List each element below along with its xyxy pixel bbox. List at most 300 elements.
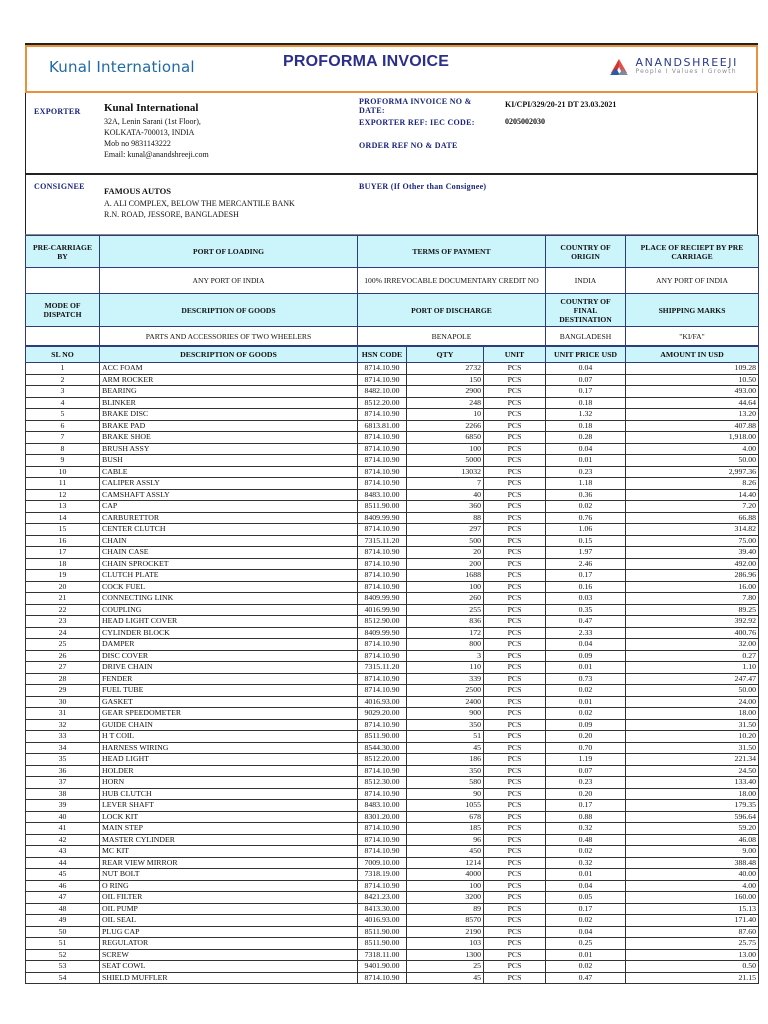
exporter-phone: Mob no 9831143222 (104, 139, 171, 148)
invoice-no-label-line2: DATE: (359, 106, 385, 115)
port-of-loading-label: PORT OF LOADING (100, 236, 358, 268)
cell-hsn-code: 8413.30.00 (358, 903, 407, 915)
cell-qty: 2500 (407, 685, 484, 697)
cell-qty: 1300 (407, 949, 484, 961)
cell-hsn-code: 8512.20.00 (358, 754, 407, 766)
cell-sl-no: 12 (26, 489, 100, 501)
table-row (26, 570, 759, 582)
cell-unit: PCS (484, 650, 546, 662)
cell-amount: 171.40 (626, 915, 759, 927)
cell-amount: 14.40 (626, 489, 759, 501)
cell-hsn-code: 8714.10.90 (358, 846, 407, 858)
cell-unit-price: 0.09 (546, 719, 626, 731)
cell-sl-no: 30 (26, 696, 100, 708)
cell-qty: 89 (407, 903, 484, 915)
cell-unit-price: 0.18 (546, 420, 626, 432)
cell-description: CENTER CLUTCH (100, 524, 358, 536)
cell-amount: 40.00 (626, 869, 759, 881)
cell-unit: PCS (484, 719, 546, 731)
cell-qty: 260 (407, 593, 484, 605)
description-of-goods-label: DESCRIPTION OF GOODS (100, 294, 358, 327)
cell-amount: 10.50 (626, 374, 759, 386)
cell-qty: 500 (407, 535, 484, 547)
cell-amount: 46.08 (626, 834, 759, 846)
cell-unit: PCS (484, 570, 546, 582)
cell-description: PLUG CAP (100, 926, 358, 938)
cell-sl-no: 5 (26, 409, 100, 421)
cell-qty: 2266 (407, 420, 484, 432)
cell-unit: PCS (484, 800, 546, 812)
cell-unit-price: 0.02 (546, 708, 626, 720)
cell-sl-no: 23 (26, 616, 100, 628)
cell-description: BRAKE PAD (100, 420, 358, 432)
cell-unit: PCS (484, 524, 546, 536)
table-row (26, 903, 759, 915)
cell-description: DAMPER (100, 639, 358, 651)
cell-description: REAR VIEW MIRROR (100, 857, 358, 869)
cell-qty: 3 (407, 650, 484, 662)
cell-sl-no: 2 (26, 374, 100, 386)
cell-hsn-code: 8714.10.90 (358, 581, 407, 593)
consignee-address-2: R.N. ROAD, JESSORE, BANGLADESH (104, 210, 239, 219)
cell-qty: 350 (407, 765, 484, 777)
table-row (26, 834, 759, 846)
consignee-name: FAMOUS AUTOS (104, 186, 171, 196)
cell-description: BLINKER (100, 397, 358, 409)
cell-unit: PCS (484, 754, 546, 766)
cell-amount: 25.75 (626, 938, 759, 950)
cell-amount: 493.00 (626, 386, 759, 398)
table-row (26, 926, 759, 938)
table-row (26, 547, 759, 559)
cell-sl-no: 34 (26, 742, 100, 754)
terms-of-payment-value: 100% IRREVOCABLE DOCUMENTARY CREDIT NO (358, 268, 546, 294)
shipping-details-table (25, 235, 759, 346)
cell-qty: 248 (407, 397, 484, 409)
cell-unit: PCS (484, 961, 546, 973)
cell-unit-price: 0.09 (546, 650, 626, 662)
cell-unit-price: 0.17 (546, 570, 626, 582)
cell-sl-no: 41 (26, 823, 100, 835)
table-row (26, 627, 759, 639)
cell-description: GASKET (100, 696, 358, 708)
cell-sl-no: 37 (26, 777, 100, 789)
cell-qty: 6850 (407, 432, 484, 444)
table-row (26, 961, 759, 973)
cell-hsn-code: 8714.10.90 (358, 374, 407, 386)
table-row (26, 616, 759, 628)
cell-description: BRAKE SHOE (100, 432, 358, 444)
cell-amount: 10.20 (626, 731, 759, 743)
cell-unit: PCS (484, 363, 546, 375)
brand-right-name: ANANDSHREEJI (635, 56, 738, 69)
table-row (26, 788, 759, 800)
cell-unit-price: 0.02 (546, 501, 626, 513)
cell-unit: PCS (484, 489, 546, 501)
cell-amount: 407.88 (626, 420, 759, 432)
exporter-address-1: 32A, Lenin Sarani (1st Floor), (104, 117, 201, 126)
cell-description: HUB CLUTCH (100, 788, 358, 800)
cell-hsn-code: 9029.20.00 (358, 708, 407, 720)
cell-hsn-code: 7318.19.00 (358, 869, 407, 881)
cell-hsn-code: 8512.30.00 (358, 777, 407, 789)
cell-unit: PCS (484, 708, 546, 720)
cell-amount: 1.10 (626, 662, 759, 674)
col-header-hsn-code: HSN CODE (358, 347, 407, 363)
cell-hsn-code: 8714.10.90 (358, 650, 407, 662)
place-of-receipt-label: PLACE OF RECIEPT BY PRE CARRIAGE (626, 236, 759, 268)
cell-description: COUPLING (100, 604, 358, 616)
cell-description: REGULATOR (100, 938, 358, 950)
cell-description: CALIPER ASSLY (100, 478, 358, 490)
cell-unit-price: 0.02 (546, 915, 626, 927)
cell-sl-no: 54 (26, 972, 100, 984)
cell-sl-no: 36 (26, 765, 100, 777)
cell-unit: PCS (484, 501, 546, 513)
cell-qty: 2400 (407, 696, 484, 708)
cell-unit-price: 0.18 (546, 397, 626, 409)
cell-qty: 110 (407, 662, 484, 674)
cell-unit-price: 0.17 (546, 903, 626, 915)
cell-unit-price: 0.70 (546, 742, 626, 754)
table-row (26, 800, 759, 812)
cell-description: LEVER SHAFT (100, 800, 358, 812)
cell-hsn-code: 8483.10.00 (358, 800, 407, 812)
cell-unit: PCS (484, 731, 546, 743)
table-row (26, 432, 759, 444)
cell-unit-price: 0.02 (546, 846, 626, 858)
cell-unit-price: 0.88 (546, 811, 626, 823)
cell-hsn-code: 8483.10.00 (358, 489, 407, 501)
cell-description: BRAKE DISC (100, 409, 358, 421)
cell-sl-no: 9 (26, 455, 100, 467)
brand-right-tagline: People I Values I Growth (635, 68, 737, 75)
cell-unit-price: 0.47 (546, 616, 626, 628)
cell-amount: 221.34 (626, 754, 759, 766)
cell-unit-price: 0.32 (546, 823, 626, 835)
cell-qty: 100 (407, 581, 484, 593)
cell-amount: 492.00 (626, 558, 759, 570)
col-header-unit-price: UNIT PRICE USD (546, 347, 626, 363)
cell-description: SCREW (100, 949, 358, 961)
cell-hsn-code: 8544.30.00 (358, 742, 407, 754)
table-row (26, 443, 759, 455)
cell-description: BEARING (100, 386, 358, 398)
cell-amount: 179.35 (626, 800, 759, 812)
cell-description: CONNECTING LINK (100, 593, 358, 605)
cell-hsn-code: 8512.20.00 (358, 397, 407, 409)
col-header-qty: QTY (407, 347, 484, 363)
cell-unit: PCS (484, 374, 546, 386)
cell-description: BUSH (100, 455, 358, 467)
cell-unit: PCS (484, 903, 546, 915)
cell-description: CABLE (100, 466, 358, 478)
table-row (26, 512, 759, 524)
cell-unit: PCS (484, 673, 546, 685)
cell-amount: 31.50 (626, 742, 759, 754)
cell-description: CAP (100, 501, 358, 513)
cell-description: FUEL TUBE (100, 685, 358, 697)
cell-sl-no: 43 (26, 846, 100, 858)
cell-hsn-code: 8714.10.90 (358, 455, 407, 467)
cell-unit-price: 0.15 (546, 535, 626, 547)
cell-sl-no: 33 (26, 731, 100, 743)
pre-carriage-value (26, 268, 100, 294)
cell-sl-no: 6 (26, 420, 100, 432)
col-header-sl-no: SL NO (26, 347, 100, 363)
cell-qty: 360 (407, 501, 484, 513)
cell-hsn-code: 8714.10.90 (358, 409, 407, 421)
cell-qty: 90 (407, 788, 484, 800)
cell-sl-no: 49 (26, 915, 100, 927)
cell-hsn-code: 8409.99.90 (358, 593, 407, 605)
cell-hsn-code: 8409.99.90 (358, 512, 407, 524)
cell-qty: 339 (407, 673, 484, 685)
items-body (26, 363, 759, 984)
cell-unit: PCS (484, 639, 546, 651)
cell-description: MC KIT (100, 846, 358, 858)
cell-unit-price: 0.05 (546, 892, 626, 904)
cell-qty: 800 (407, 639, 484, 651)
table-row (26, 662, 759, 674)
cell-sl-no: 10 (26, 466, 100, 478)
cell-sl-no: 27 (26, 662, 100, 674)
cell-hsn-code: 6813.81.00 (358, 420, 407, 432)
pre-carriage-label: PRE-CARRIAGE BY (26, 236, 100, 268)
table-row (26, 409, 759, 421)
cell-sl-no: 22 (26, 604, 100, 616)
table-row (26, 501, 759, 513)
cell-unit-price: 1.19 (546, 754, 626, 766)
cell-hsn-code: 8714.10.90 (358, 558, 407, 570)
cell-sl-no: 32 (26, 719, 100, 731)
cell-unit: PCS (484, 616, 546, 628)
cell-sl-no: 28 (26, 673, 100, 685)
cell-description: NUT BOLT (100, 869, 358, 881)
shipping-marks-label: SHIPPING MARKS (626, 294, 759, 327)
brand-right-logo (608, 57, 738, 76)
cell-unit: PCS (484, 420, 546, 432)
cell-hsn-code: 8714.10.90 (358, 823, 407, 835)
cell-unit: PCS (484, 926, 546, 938)
cell-unit-price: 0.23 (546, 466, 626, 478)
cell-sl-no: 48 (26, 903, 100, 915)
cell-amount: 75.00 (626, 535, 759, 547)
cell-description: HEAD LIGHT (100, 754, 358, 766)
cell-description: HEAD LIGHT COVER (100, 616, 358, 628)
cell-qty: 20 (407, 547, 484, 559)
cell-description: FENDER (100, 673, 358, 685)
table-row (26, 478, 759, 490)
table-row (26, 938, 759, 950)
cell-hsn-code: 8714.10.90 (358, 478, 407, 490)
cell-unit: PCS (484, 857, 546, 869)
cell-qty: 25 (407, 961, 484, 973)
cell-unit: PCS (484, 880, 546, 892)
cell-description: LOCK KIT (100, 811, 358, 823)
exporter-email: Email: kunal@anandshreeji.com (104, 150, 209, 159)
cell-description: GEAR SPEEDOMETER (100, 708, 358, 720)
invoice-page (25, 45, 758, 984)
cell-amount: 21.15 (626, 972, 759, 984)
cell-hsn-code: 7009.10.00 (358, 857, 407, 869)
table-row (26, 397, 759, 409)
cell-sl-no: 50 (26, 926, 100, 938)
cell-hsn-code: 8714.10.90 (358, 719, 407, 731)
cell-description: SHIELD MUFFLER (100, 972, 358, 984)
cell-unit: PCS (484, 512, 546, 524)
cell-unit-price: 0.76 (546, 512, 626, 524)
cell-hsn-code: 4016.93.00 (358, 696, 407, 708)
cell-hsn-code: 8511.90.00 (358, 938, 407, 950)
invoice-no-label (359, 97, 472, 115)
cell-sl-no: 13 (26, 501, 100, 513)
cell-description: ARM ROCKER (100, 374, 358, 386)
cell-sl-no: 3 (26, 386, 100, 398)
cell-amount: 314.82 (626, 524, 759, 536)
table-row (26, 846, 759, 858)
cell-sl-no: 35 (26, 754, 100, 766)
cell-description: MAIN STEP (100, 823, 358, 835)
cell-unit: PCS (484, 662, 546, 674)
exporter-address-2: KOLKATA-700013, INDIA (104, 128, 195, 137)
cell-amount: 392.92 (626, 616, 759, 628)
cell-description: O RING (100, 880, 358, 892)
cell-description: CHAIN SPROCKET (100, 558, 358, 570)
cell-description: HORN (100, 777, 358, 789)
cell-amount: 0.50 (626, 961, 759, 973)
cell-hsn-code: 7315.11.20 (358, 662, 407, 674)
cell-unit: PCS (484, 685, 546, 697)
consignee-address-1: A. ALI COMPLEX, BELOW THE MERCANTILE BANK (104, 199, 295, 208)
cell-description: H T COIL (100, 731, 358, 743)
cell-hsn-code: 4016.99.90 (358, 604, 407, 616)
anandshreeji-logo-icon (608, 58, 630, 76)
cell-sl-no: 7 (26, 432, 100, 444)
cell-description: DISC COVER (100, 650, 358, 662)
cell-sl-no: 11 (26, 478, 100, 490)
cell-description: CHAIN CASE (100, 547, 358, 559)
table-row (26, 489, 759, 501)
cell-hsn-code: 8714.10.90 (358, 570, 407, 582)
cell-sl-no: 18 (26, 558, 100, 570)
cell-hsn-code: 8511.90.00 (358, 501, 407, 513)
cell-description: OIL PUMP (100, 903, 358, 915)
table-row (26, 765, 759, 777)
col-header-description: DESCRIPTION OF GOODS (100, 347, 358, 363)
cell-sl-no: 15 (26, 524, 100, 536)
cell-unit: PCS (484, 455, 546, 467)
cell-sl-no: 53 (26, 961, 100, 973)
cell-unit-price: 0.01 (546, 949, 626, 961)
brand-left-logo: Kunal International (49, 58, 195, 76)
cell-unit: PCS (484, 972, 546, 984)
port-of-discharge-label: PORT OF DISCHARGE (358, 294, 546, 327)
table-row (26, 363, 759, 375)
cell-unit: PCS (484, 478, 546, 490)
place-of-receipt-value: ANY PORT OF INDIA (626, 268, 759, 294)
cell-amount: 50.00 (626, 455, 759, 467)
cell-qty: 2732 (407, 363, 484, 375)
cell-hsn-code: 8511.90.00 (358, 731, 407, 743)
cell-hsn-code: 8714.10.90 (358, 547, 407, 559)
cell-hsn-code: 8714.10.90 (358, 639, 407, 651)
cell-qty: 100 (407, 880, 484, 892)
cell-unit: PCS (484, 627, 546, 639)
cell-qty: 51 (407, 731, 484, 743)
cell-amount: 4.00 (626, 880, 759, 892)
table-row (26, 823, 759, 835)
cell-unit: PCS (484, 696, 546, 708)
cell-unit-price: 0.03 (546, 593, 626, 605)
cell-qty: 255 (407, 604, 484, 616)
consignee-label: CONSIGNEE (34, 182, 85, 191)
cell-unit: PCS (484, 604, 546, 616)
document-title: PROFORMA INVOICE (283, 53, 450, 70)
cell-amount: 0.27 (626, 650, 759, 662)
cell-hsn-code: 8714.10.90 (358, 834, 407, 846)
cell-unit: PCS (484, 535, 546, 547)
cell-unit: PCS (484, 777, 546, 789)
cell-unit-price: 0.73 (546, 673, 626, 685)
cell-hsn-code: 8714.10.90 (358, 673, 407, 685)
table-row (26, 455, 759, 467)
cell-hsn-code: 8714.10.90 (358, 466, 407, 478)
table-row (26, 949, 759, 961)
table-row (26, 374, 759, 386)
cell-unit-price: 0.20 (546, 788, 626, 800)
cell-amount: 7.20 (626, 501, 759, 513)
cell-unit: PCS (484, 788, 546, 800)
cell-unit: PCS (484, 846, 546, 858)
cell-hsn-code: 7318.11.00 (358, 949, 407, 961)
table-row (26, 386, 759, 398)
cell-amount: 13.00 (626, 949, 759, 961)
cell-sl-no: 51 (26, 938, 100, 950)
table-row (26, 880, 759, 892)
cell-unit: PCS (484, 432, 546, 444)
cell-hsn-code: 8421.23.00 (358, 892, 407, 904)
table-row (26, 869, 759, 881)
cell-unit-price: 0.04 (546, 639, 626, 651)
cell-amount: 50.00 (626, 685, 759, 697)
cell-unit-price: 0.28 (546, 432, 626, 444)
cell-unit-price: 0.16 (546, 581, 626, 593)
cell-sl-no: 40 (26, 811, 100, 823)
cell-qty: 2900 (407, 386, 484, 398)
cell-qty: 40 (407, 489, 484, 501)
table-row (26, 972, 759, 984)
cell-unit: PCS (484, 409, 546, 421)
cell-sl-no: 24 (26, 627, 100, 639)
items-table (25, 346, 759, 984)
cell-description: GUIDE CHAIN (100, 719, 358, 731)
cell-unit: PCS (484, 443, 546, 455)
cell-unit-price: 0.20 (546, 731, 626, 743)
cell-sl-no: 14 (26, 512, 100, 524)
cell-qty: 96 (407, 834, 484, 846)
cell-amount: 286.96 (626, 570, 759, 582)
iec-code-value: 0205002030 (505, 117, 545, 126)
table-row (26, 719, 759, 731)
cell-amount: 15.13 (626, 903, 759, 915)
cell-unit-price: 0.04 (546, 926, 626, 938)
cell-amount: 9.00 (626, 846, 759, 858)
cell-hsn-code: 8714.10.90 (358, 432, 407, 444)
cell-qty: 836 (407, 616, 484, 628)
cell-unit-price: 0.35 (546, 604, 626, 616)
cell-unit-price: 0.04 (546, 443, 626, 455)
